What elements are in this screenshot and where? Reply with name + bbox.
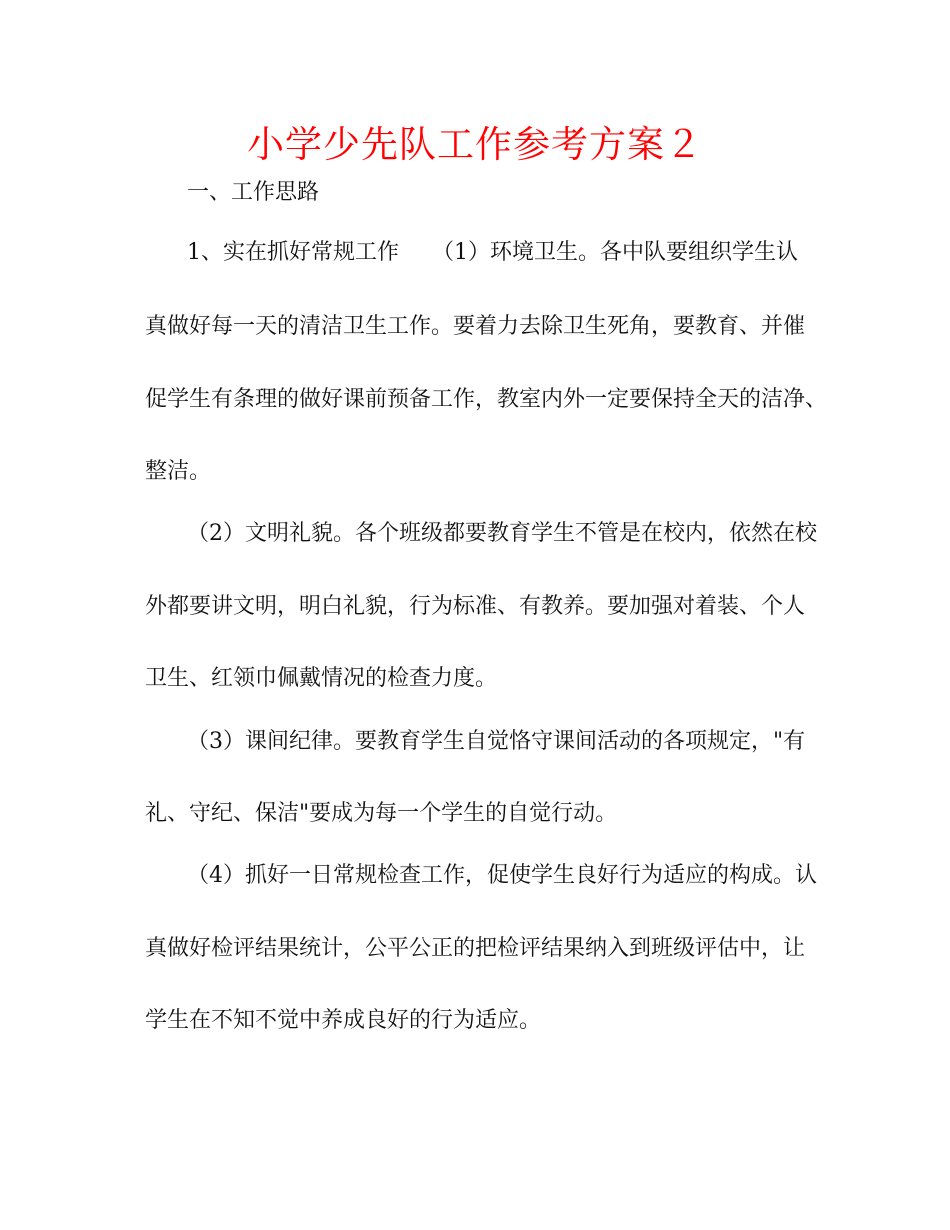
paragraph-line: 外都要讲文明，明白礼貌，行为标准、有教养。要加强对着装、个人 <box>145 594 806 619</box>
paragraph-line: 整洁。 <box>145 459 212 484</box>
section-heading: 一、工作思路 <box>187 180 320 205</box>
paragraph-line: 卫生、红领巾佩戴情况的检查力度。 <box>145 666 498 691</box>
document-title: 小学少先队工作参考方案２ <box>247 123 703 166</box>
paragraph-line: 学生在不知不觉中养成良好的行为适应。 <box>145 1008 542 1033</box>
paragraph-line: 真做好检评结果统计，公平公正的把检评结果纳入到班级评估中，让 <box>145 936 806 961</box>
paragraph-line: 真做好每一天的清洁卫生工作。要着力去除卫生死角，要教育、并催 <box>145 314 806 339</box>
paragraph-line: 1、实在抓好常规工作 （1）环境卫生。各中队要组织学生认 <box>187 240 798 265</box>
paragraph-line: （3）课间纪律。要教育学生自觉恪守课间活动的各项规定，"有 <box>187 729 806 754</box>
paragraph-line: （4）抓好一日常规检查工作，促使学生良好行为适应的构成。认 <box>187 863 817 888</box>
paragraph-line: （2）文明礼貌。各个班级都要教育学生不管是在校内，依然在校 <box>187 521 817 546</box>
paragraph-line: 促学生有条理的做好课前预备工作，教室内外一定要保持全天的洁净、 <box>145 387 828 412</box>
paragraph-line: 礼、守纪、保洁"要成为每一个学生的自觉行动。 <box>145 801 618 826</box>
